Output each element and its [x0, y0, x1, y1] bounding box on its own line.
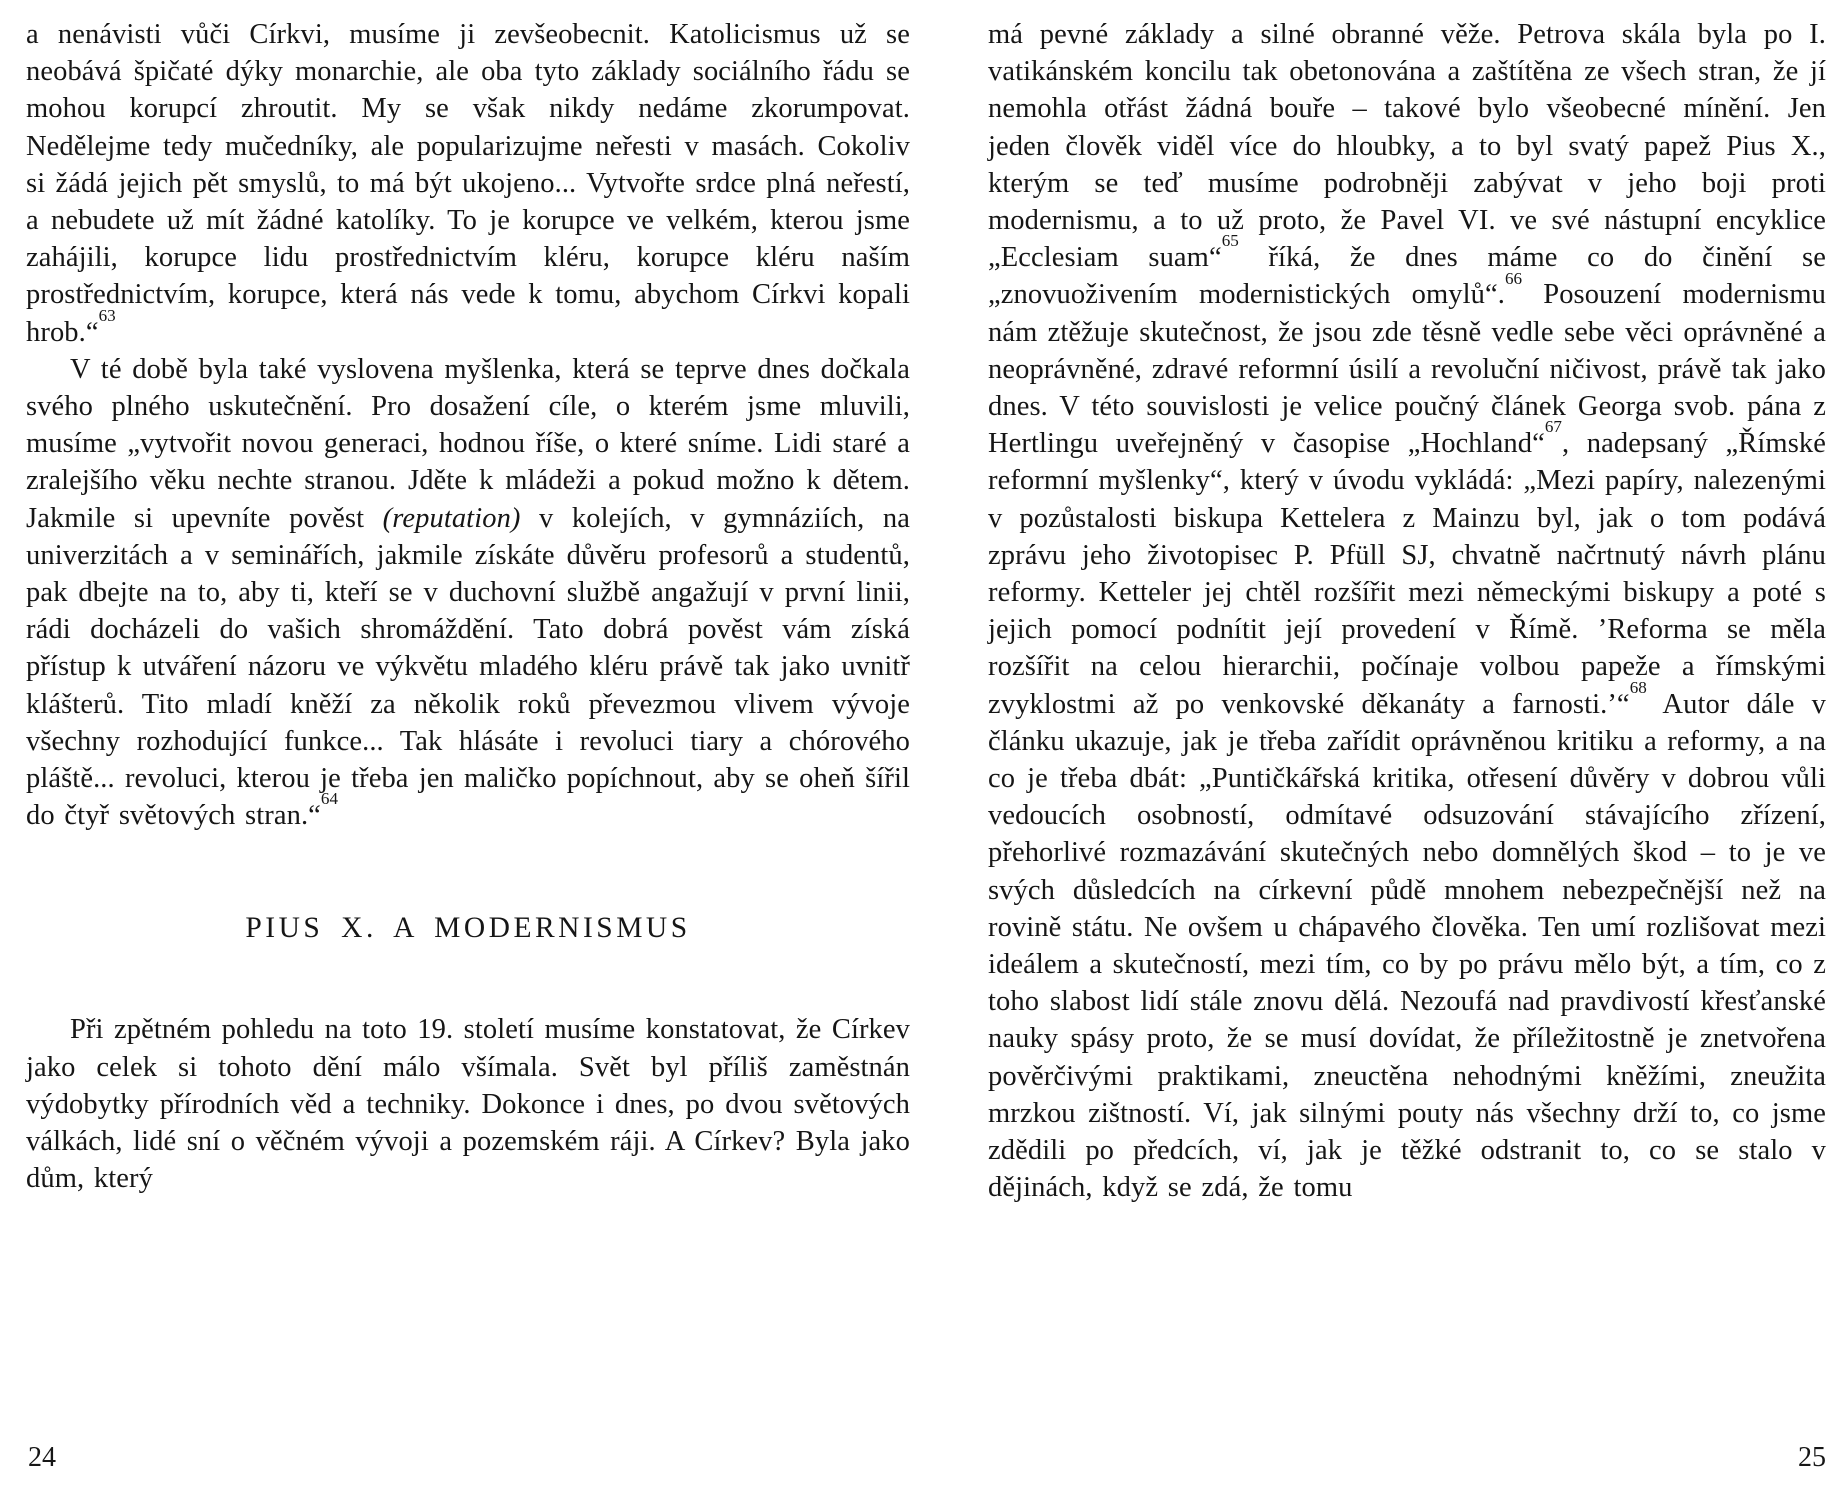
paragraph: [26, 16, 910, 351]
footnote-ref: 67: [1544, 417, 1562, 437]
footnote-ref: 66: [1504, 268, 1523, 288]
text-run: Posouzení modernismu nám ztěžuje skutečnost, že jsou zde těsně vedle sebe věci oprávněné a neoprávněné, zdravé reformní úsilí a revoluční ničivost, právě tak jako dnes. V této souvislosti je velice poučný článek Georga svob. pána z Hertlingu uveřejněný v časopise „Hochland“: [988, 279, 1826, 460]
paragraph: [26, 351, 910, 835]
paragraph: [26, 1011, 910, 1197]
right-page-text: [988, 16, 1826, 1207]
section-heading: PIUS X. A MODERNISMUS: [245, 912, 691, 945]
text-run: Autor dále v článku ukazuje, jak je třeba zařídit oprávněnou kritiku a reformy, a na co je třeba dbát: „Puntičkářská kritika, otřesení důvěry v dobrou vůli vedoucích osobností, odmítavé odsuzování stávajícího zřízení, přehorlivé rozmazávání skutečných nebo domnělých škod – to je ve svých důsledcích na církevní půdě mnohem nebezpečnější než na rovině státu. Ne ovšem u chápavého člověka. Ten umí rozlišovat mezi ideálem a skutečností, mezi tím, co by po právu mělo být, a tím, co z toho slabost lidí stále znovu dělá. Nezoufá nad pravdivostí křesťanské nauky spásy proto, že se musí dovídat, že příležitostně je znetvořena pověrčivými praktikami, zneuctěna nehodnými kněžími, zneužita mrzkou zištností. Ví, jak silnými pouty nás všechny drží to, co jsme zdědili po předcích, ví, jak je těžké odstranit to, co se stalo v dějinách, když se zdá, že tomu: [988, 688, 1827, 1204]
footnote-ref: 63: [98, 305, 116, 325]
text-run: V té době byla také vyslovena myšlenka, která se teprve dnes dočkala svého plného uskutečnění. Pro dosažení cíle, o kterém jsme mluvili, musíme „vytvořit novou generaci, hodnou říše, o které sníme. Lidi staré a zralejšího věku nechte stranou. Jděte k mládeži a pokud možno k dětem. Jakmile si upevníte pověst: [26, 353, 910, 534]
page-number-left: 24: [28, 1442, 56, 1473]
text-run: má pevné základy a silné obranné věže. Petrova skála byla po I. vatikánském koncilu tak obetonována a zaštítěna ze všech stran, že jí nemohla otřást žádná bouře – takové bylo všeobecné mínění. Jen jeden člověk viděl více do hloubky, a to byl svatý papež Pius X., kterým se teď musíme podrobněji zabývat v jeho boji proti modernismu, a to už proto, že Pavel VI. ve své nástupní encyklice „Ecclesiam suam“: [988, 19, 1826, 274]
text-run: říká, že dnes máme co do činění se „znovuoživením modernistických omylů“.: [988, 242, 1826, 311]
footnote-ref: 68: [1629, 677, 1647, 697]
page-left: [26, 16, 910, 1500]
text-run: , nadepsaný „Římské reformní myšlenky“, který v úvodu vykládá: „Mezi papíry, nalezenými v pozůstalosti biskupa Kettelera z Mainzu byl, jak o tom podává zprávu jeho životopisec P. Pfüll SJ, chvatně načrtnutý návrh plánu reformy. Ketteler jej chtěl rozšířit mezi německými biskupy a poté s jejich pomocí podnítit její provedení v Římě. ’Reforma se měla rozšířit na celou hierarchii, počínaje volbou papeže a římskými zvyklostmi až po venkovské děkanáty a farnosti.’“: [988, 428, 1826, 720]
footnote-ref: 64: [320, 789, 339, 809]
left-page-text-bottom: [26, 1011, 910, 1197]
page-number-right: 25: [1798, 1442, 1826, 1473]
footnote-ref: 65: [1221, 231, 1239, 251]
text-run: v kolejích, v gymnáziích, na univerzitách a v seminářích, jakmile získáte důvěru profesorů a studentů, pak dbejte na to, aby ti, kteří se v duchovní službě angažují v první linii, rádi docházeli do vašich shromáždění. Tato dobrá pověst vám získá přístup k utváření názoru ve výkvětu mladého kléru právě tak jako uvnitř klášterů. Tito mladí kněží za několik roků převezmou vlivem vývoje všechny rozhodující funkce... Tak hlásáte i revoluci tiary a chórového pláště... revoluci, kterou je třeba jen maličko popíchnout, aby se oheň šířil do čtyř světových stran.“: [26, 502, 910, 832]
italic-text: (reputation): [382, 502, 521, 534]
text-run: a nenávisti vůči Církvi, musíme ji zevšeobecnit. Katolicismus už se neobává špičaté dýky monarchie, ale oba tyto základy sociálního řádu se mohou korupcí zhroutit. My se však nikdy nedáme zkorumpovat. Nedělejme tedy mučedníky, ale popularizujme neřesti v masách. Cokoliv si žádá jejich pět smyslů, to má být ukojeno... Vytvořte srdce plná neřestí, a nebudete už mít žádné katolíky. To je korupce ve velkém, kterou jsme zahájili, korupce lidu prostřednictvím kléru, korupce kléru naším prostřednictvím, korupce, která nás vede k tomu, abychom Církvi kopali hrob.“: [26, 19, 910, 348]
text-run: Při zpětném pohledu na toto 19. století musíme konstatovat, že Církev jako celek si tohoto dění málo všímala. Svět byl příliš zaměstnán výdobytky přírodních věd a techniky. Dokonce i dnes, po dvou světových válkách, lidé sní o věčném vývoji a pozemském ráji. A Církev? Byla jako dům, který: [26, 1014, 910, 1195]
page-right: [988, 16, 1826, 1500]
paragraph: [988, 16, 1826, 1207]
left-page-text-top: [26, 16, 910, 834]
